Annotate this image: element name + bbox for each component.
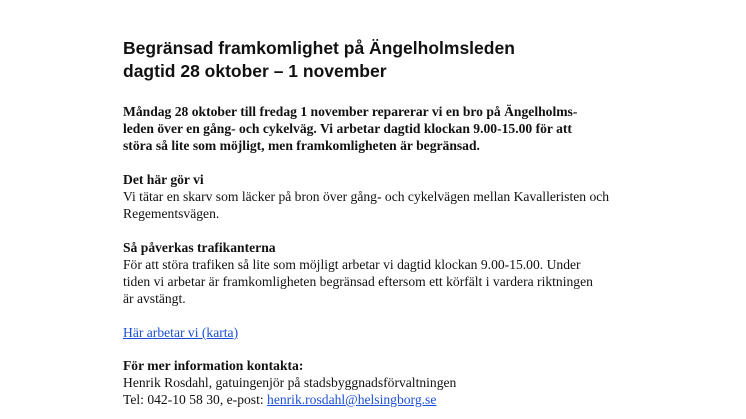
title-line-2: dagtid 28 oktober – 1 november <box>123 61 387 81</box>
title-line-1: Begränsad framkomlighet på Ängelholmsleden <box>123 38 515 58</box>
lead-line-1: Måndag 28 oktober till fredag 1 november reparerar vi en bro på Ängelholms- <box>123 104 578 119</box>
contact-phone-text: Tel: 042-10 58 30, e-post: <box>123 392 268 407</box>
email-link[interactable]: henrik.rosdahl@helsingborg.se <box>267 392 437 407</box>
map-link-paragraph <box>123 324 683 341</box>
contact-section <box>123 357 683 408</box>
document-page <box>123 37 683 408</box>
map-link[interactable]: Här arbetar vi (karta) <box>123 325 239 340</box>
map-link-section <box>123 324 683 341</box>
contact-name-line: Henrik Rosdahl, gatuingenjör på stadsbyggnadsförvaltningen <box>123 375 457 390</box>
contact-body <box>123 374 683 408</box>
page-title <box>123 37 683 83</box>
work-heading: Det här gör vi <box>123 172 204 187</box>
traffic-line-3: är avstängt. <box>123 291 186 306</box>
lead-line-3: störa så lite som möjligt, men framkomligheten är begränsad. <box>123 138 480 153</box>
lead-paragraph <box>123 103 683 154</box>
traffic-line-2: tiden vi arbetar är framkomligheten begränsad eftersom ett körfält i vardera riktningen <box>123 274 593 289</box>
work-line-2: Regementsvägen. <box>123 206 220 221</box>
work-body <box>123 188 683 222</box>
traffic-heading: Så påverkas trafikanterna <box>123 240 276 255</box>
lead-line-2: leden över en gång- och cykelväg. Vi arbetar dagtid klockan 9.00-15.00 för att <box>123 121 572 136</box>
work-line-1: Vi tätar en skarv som läcker på bron över gång- och cykelvägen mellan Kavalleristen och <box>123 189 610 204</box>
traffic-body <box>123 256 683 307</box>
contact-phone-line <box>123 391 683 408</box>
traffic-line-1: För att störa trafiken så lite som möjligt arbetar vi dagtid klockan 9.00-15.00. Under <box>123 257 581 272</box>
traffic-section <box>123 239 683 307</box>
work-section <box>123 171 683 222</box>
contact-heading: För mer information kontakta: <box>123 358 304 373</box>
